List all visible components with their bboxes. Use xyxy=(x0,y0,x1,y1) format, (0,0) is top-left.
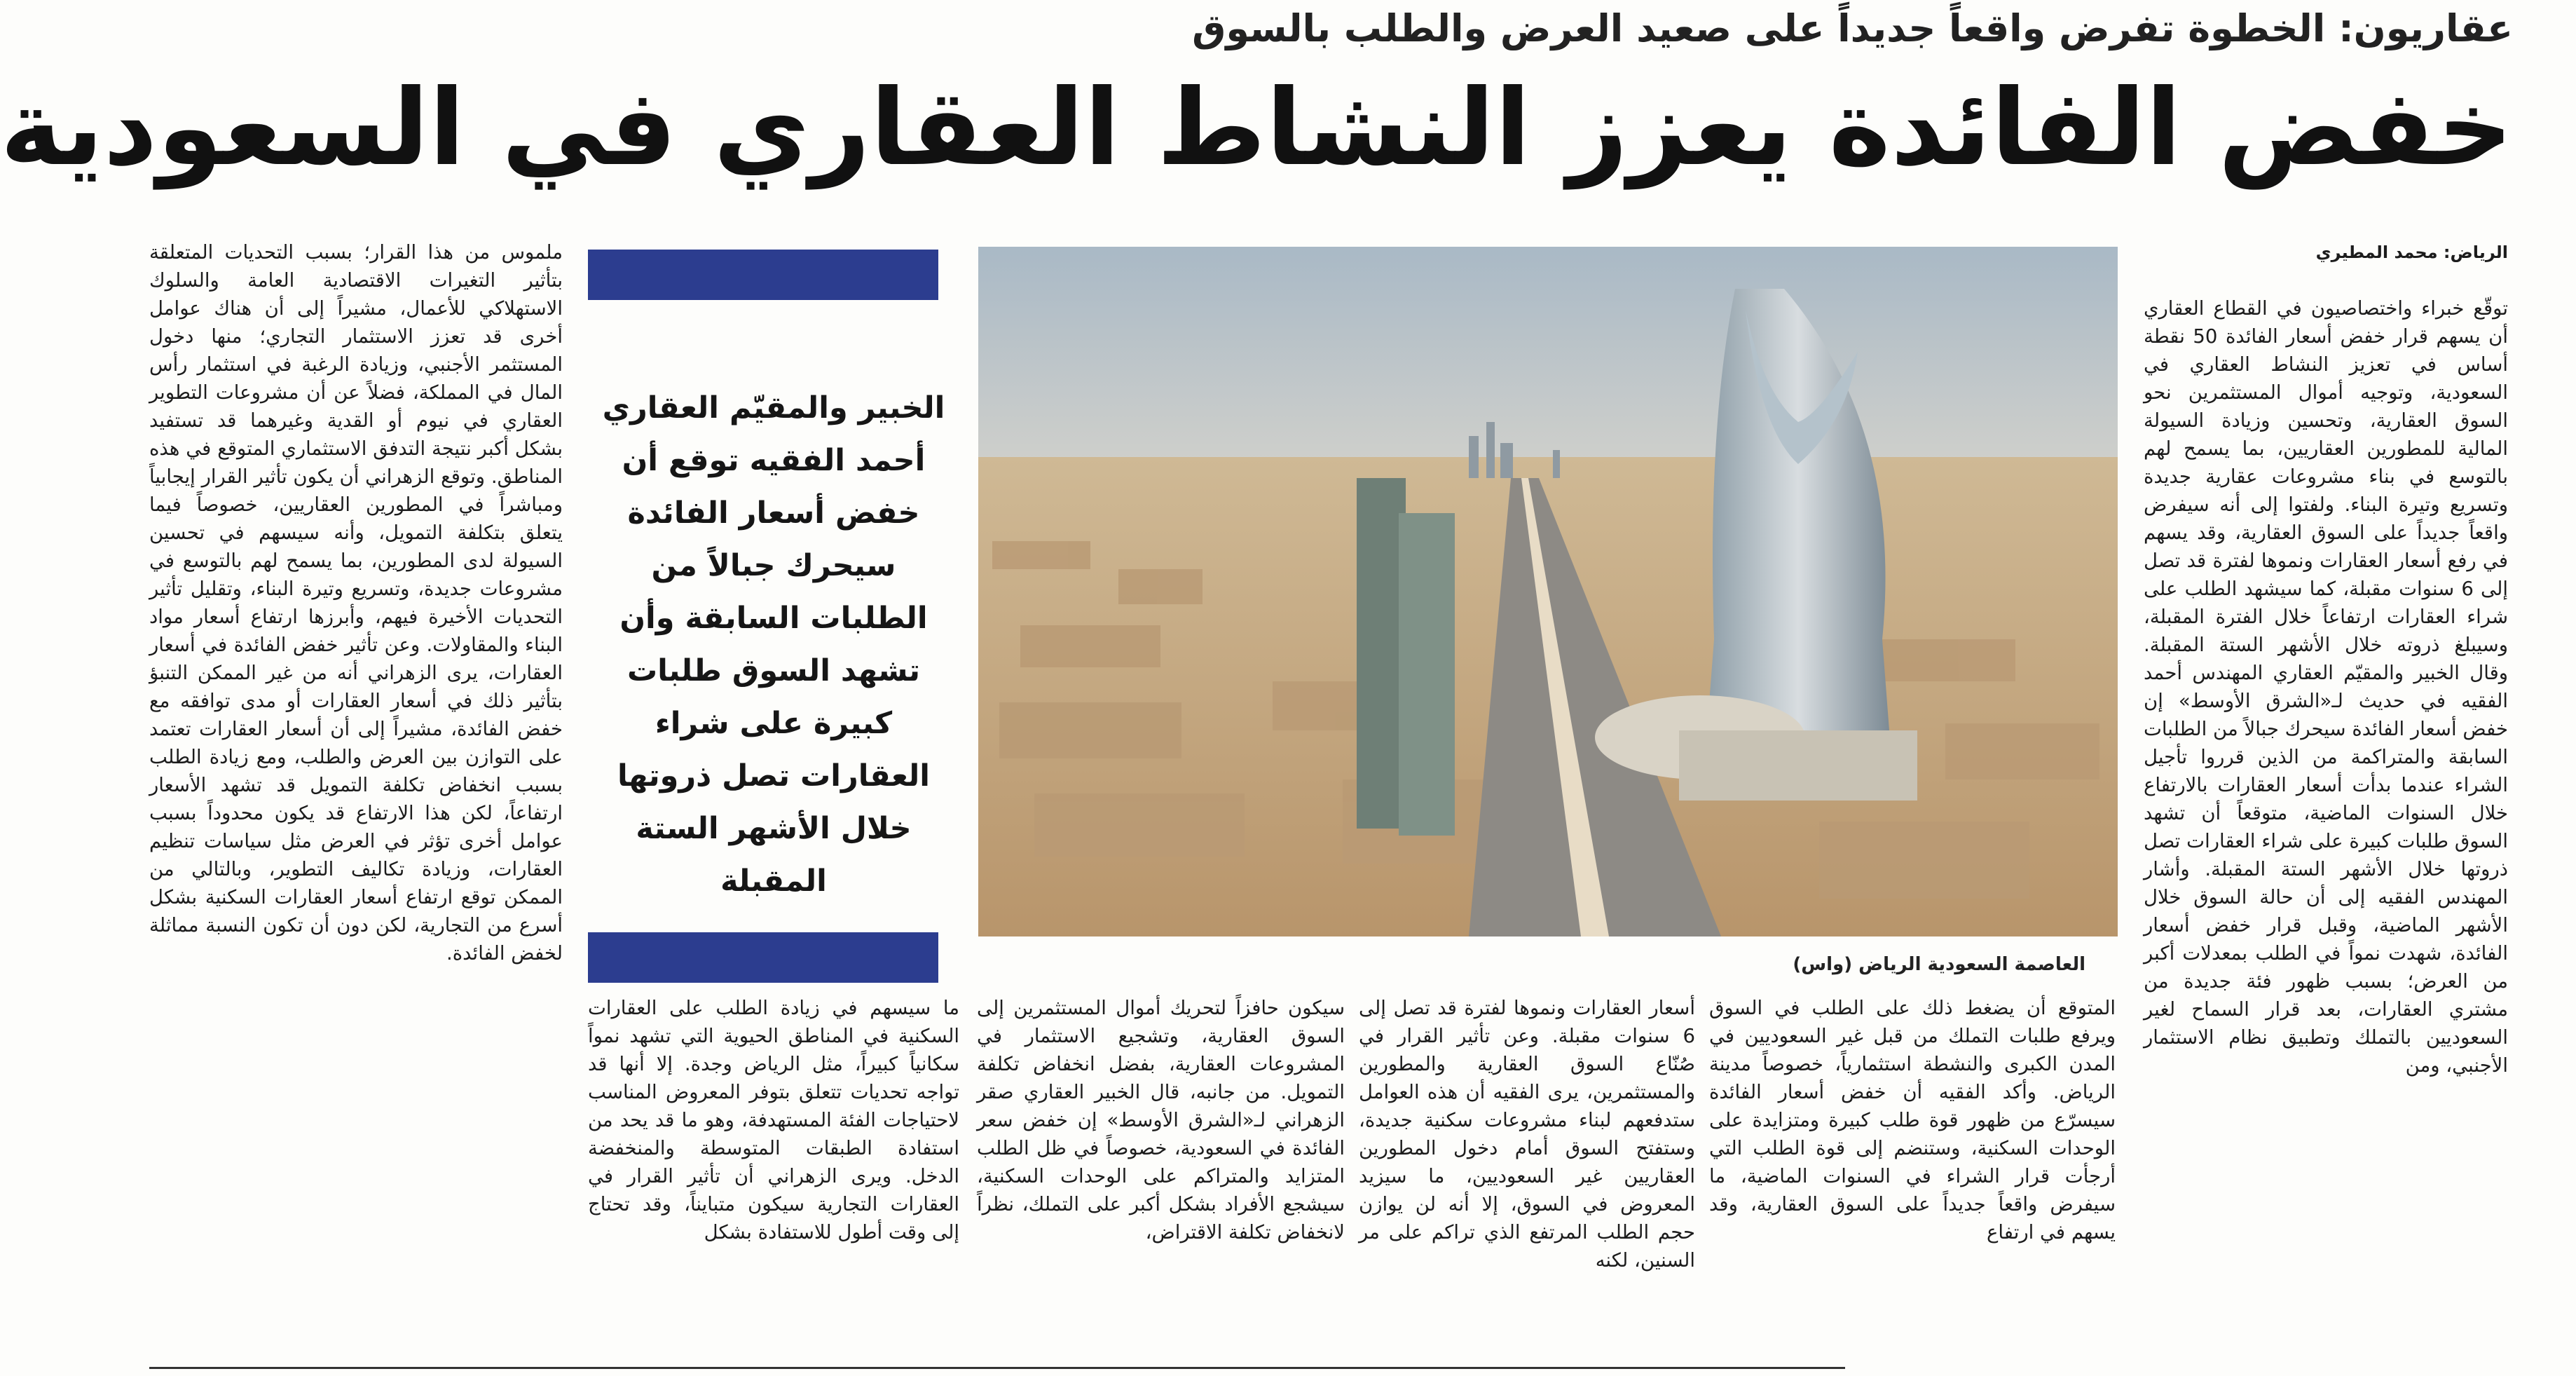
pullquote-bar-bottom xyxy=(588,932,938,983)
photo-caption: العاصمة السعودية الرياض (واس) xyxy=(1793,954,2085,975)
column-text: ملموس من هذا القرار؛ بسبب التحديات المتعلقة بتأثير التغيرات الاقتصادية العامة والسلوك الاستهلاكي للأعمال، مشيراً إلى أن هناك عوامل أخرى قد تعزز الاستثمار التجاري؛ منها دخول المستثمر الأجنبي، وزيادة الرغبة في استثمار رأس المال في المملكة، فضلاً عن أن مشروعات التطوير العقاري في نيوم أو القدية وغيرهما قد تستفيد بشكل أكبر نتيجة التدفق الاستثماري المتوقع في هذه المناطق. وتوقع الزهراني أن يكون تأثير القرار إيجابياً ومباشراً في المطورين العقاريين، خصوصاً فيما يتعلق بتكلفة التمويل، وأنه سيسهم في تحسين السيولة لدى المطورين، بما يسمح لهم بالتوسع في مشروعات جديدة، وتسريع وتيرة البناء، وتقليل تأثير التحديات الأخيرة فيهم، وأبرزها ارتفاع أسعار مواد البناء والمقاولات. وعن تأثير خفض الفائدة في أسعار العقارات، يرى الزهراني أنه من غير الممكن التنبؤ بتأثير ذلك في أسعار العقارات أو مدى توافقه مع خفض الفائدة، مشيراً إلى أن أسعار العقارات تعتمد على التوازن بين العرض والطلب، ومع زيادة الطلب بسبب انخفاض تكلفة التمويل قد تشهد الأسعار ارتفاعاً، لكن هذا الارتفاع قد يكون محدوداً بسبب عوامل أخرى تؤثر في العرض مثل سياسات تنظيم العقارات، وزيادة تكاليف التطوير، وبالتالي من الممكن توقع ارتفاع أسعار العقارات السكنية بشكل أسرع من التجارية، لكن دون أن تكون النسبة مماثلة لخفض الفائدة. xyxy=(149,241,563,965)
column-text: توقّع خبراء واختصاصيون في القطاع العقاري أن يسهم قرار خفض أسعار الفائدة 50 نقطة أساس في تعزيز النشاط العقاري في السعودية، وتوجيه أموال المستثمرين نحو السوق العقارية، وتحسين وزيادة السيولة المالية للمطورين العقاريين، بما يسمح لهم بالتوسع في بناء مشروعات عقارية جديدة وتسريع وتيرة البناء. ولفتوا إلى أنه سيفرض واقعاً جديداً على السوق العقارية، وقد يسهم في رفع أسعار العقارات ونموها لفترة قد تصل إلى 6 سنوات مقبلة، كما سيشهد الطلب على شراء العقارات ارتفاعاً خلال الفترة المقبلة، وسيبلغ ذروته خلال الأشهر الستة المقبلة. وقال الخبير والمقيّم العقاري المهندس أحمد الفقيه في حديث لـ«الشرق الأوسط» إن خفض أسعار الفائدة سيحرك جبالاً من الطلبات السابقة والمتراكمة من الذين قرروا تأجيل الشراء عندما بدأت أسعار العقارات بالارتفاع خلال السنوات الماضية، متوقعاً أن تشهد السوق طلبات كبيرة على شراء العقارات تصل ذروتها خلال الأشهر الستة المقبلة. وأشار المهندس الفقيه إلى أن حالة السوق خلال الأشهر الماضية، وقبل قرار خفض أسعار الفائدة، شهدت نمواً في الطلب بمعدلات أكبر من العرض؛ بسبب ظهور فئة جديدة من مشتري العقارات، بعد قرار السماح لغير السعوديين بالتملك وتطبيق نظام الاستثمار الأجنبي، ومن xyxy=(2144,297,2508,1077)
article-column-bottom-4 xyxy=(588,994,959,1358)
pull-quote: الخبير والمقيّم العقاري أحمد الفقيه توقع أن خفض أسعار الفائدة سيحرك جبالاً من الطلبات السابقة وأن تشهد السوق طلبات كبيرة على شراء العقارات تصل ذروتها خلال الأشهر الستة المقبلة xyxy=(602,390,945,899)
article-kicker: عقاريون: الخطوة تفرض واقعاً جديداً على صعيد العرض والطلب بالسوق xyxy=(1192,6,2513,50)
article-column-right xyxy=(2144,238,2508,1360)
article-column-bottom-3 xyxy=(977,994,1345,1358)
pullquote-bar-top xyxy=(588,250,938,300)
byline: الرياض: محمد المطيري xyxy=(2315,243,2508,262)
column-text: أسعار العقارات ونموها لفترة قد تصل إلى 6 سنوات مقبلة. وعن تأثير القرار في صُنّاع السوق العقارية والمطورين والمستثمرين، يرى الفقيه أن هذه العوامل ستدفعهم لبناء مشروعات سكنية جديدة، وستفتح السوق أمام دخول المطورين العقاريين غير السعوديين، ما سيزيد المعروض في السوق، إلا أنه لن يوازن حجم الطلب المرتفع الذي تراكم على مر السنين، لكنه xyxy=(1359,997,1695,1272)
column-text: ما سيسهم في زيادة الطلب على العقارات السكنية في المناطق الحيوية التي تشهد نمواً سكانياً كبيراً، مثل الرياض وجدة. إلا أنها قد تواجه تحديات تتعلق بتوفر المعروض المناسب لاحتياجات الفئة المستهدفة، وهو ما قد يحد من استفادة الطبقات المتوسطة والمنخفضة الدخل. ويرى الزهراني أن تأثير القرار في العقارات التجارية سيكون متبايناً، وقد تحتاج إلى وقت أطول للاستفادة بشكل xyxy=(588,997,959,1244)
article-column-left xyxy=(149,238,563,1360)
article-column-bottom-1 xyxy=(1709,994,2116,1358)
photo-illustration xyxy=(978,247,2118,936)
riyadh-skyline-photo xyxy=(978,247,2118,936)
column-text: المتوقع أن يضغط ذلك على الطلب في السوق ويرفع طلبات التملك من قبل غير السعوديين في المدن الكبرى والنشطة استثمارياً، خصوصاً مدينة الرياض. وأكد الفقيه أن خفض أسعار الفائدة سيسرّع من ظهور قوة طلب كبيرة ومتزايدة على الوحدات السكنية، وستنضم إلى قوة الطلب التي أرجأت قرار الشراء في السنوات الماضية، ما سيفرض واقعاً جديداً على السوق العقارية، وقد يسهم في ارتفاع xyxy=(1709,997,2116,1244)
article-headline: خفض الفائدة يعزز النشاط العقاري في السعودية xyxy=(0,67,2513,189)
column-text: سيكون حافزاً لتحريك أموال المستثمرين إلى السوق العقارية، وتشجيع الاستثمار في المشروعات العقارية، بفضل انخفاض تكلفة التمويل. من جانبه، قال الخبير العقاري صقر الزهراني لـ«الشرق الأوسط» إن خفض سعر الفائدة في السعودية، خصوصاً في ظل الطلب المتزايد والمتراكم على الوحدات السكنية، سيشجع الأفراد بشكل أكبر على التملك، نظراً لانخفاض تكلفة الاقتراض، xyxy=(977,997,1345,1244)
article-column-bottom-2 xyxy=(1359,994,1695,1358)
page-bottom-rule xyxy=(149,1367,1845,1369)
